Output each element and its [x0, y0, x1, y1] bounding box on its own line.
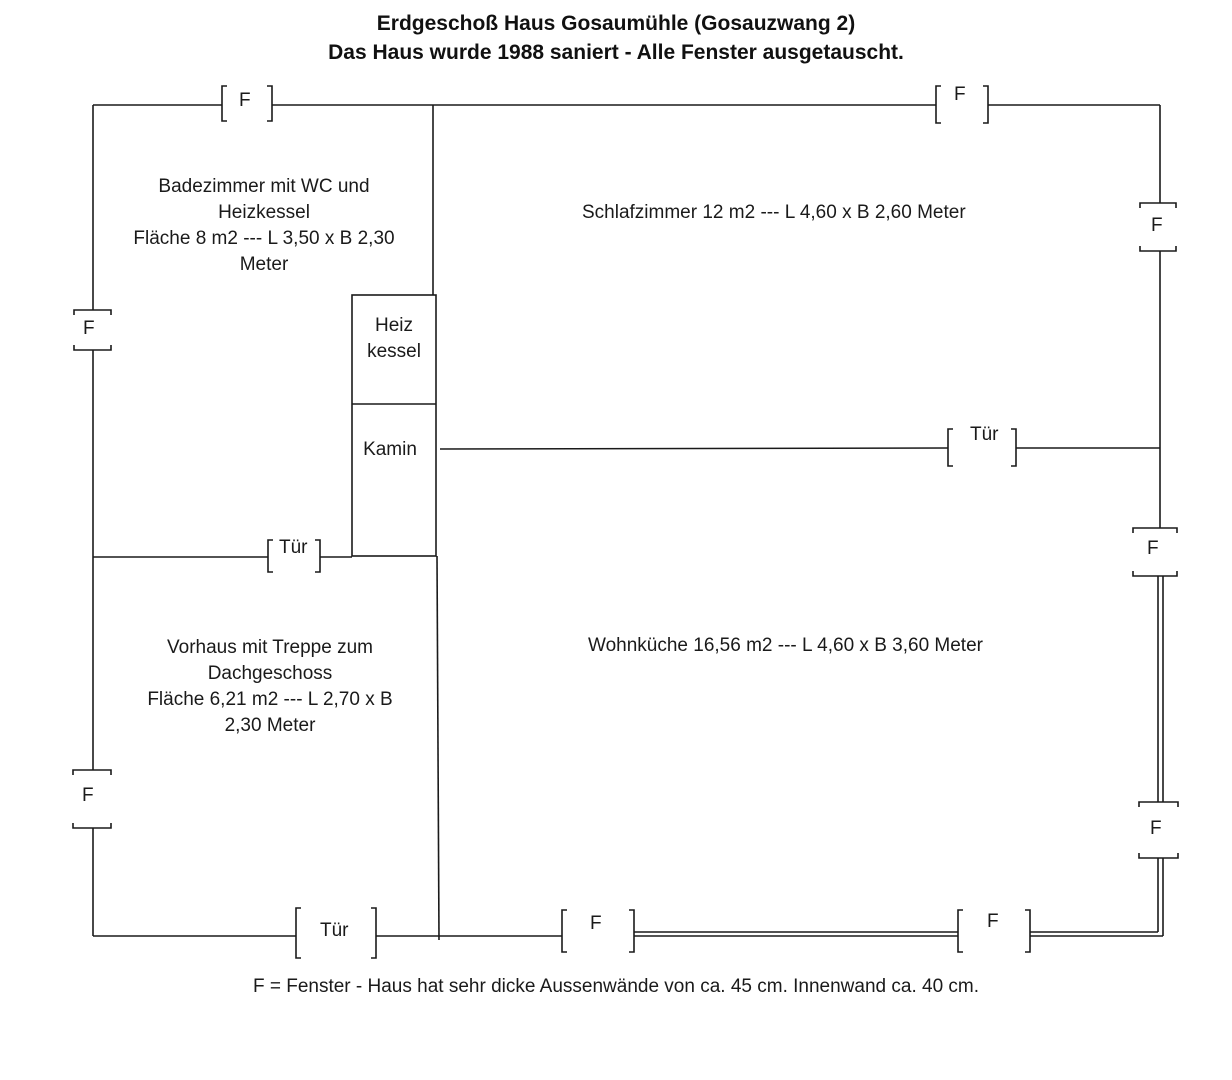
bathroom-name-line2: Heizkessel — [218, 202, 310, 223]
hall-name-line2: Dachgeschoss — [207, 663, 333, 684]
bathroom-name-line1: Badezimmer mit WC und — [158, 176, 370, 197]
bathroom-area: Fläche 8 m2 --- L 3,50 x B 2,30 — [133, 228, 395, 249]
door-label: Tür — [279, 537, 308, 558]
window-label: F — [1147, 538, 1159, 559]
plan-subtitle: Das Haus wurde 1988 saniert - Alle Fenster ausgetauscht. — [328, 41, 904, 64]
door-label: Tür — [320, 920, 349, 941]
window-label: F — [82, 785, 94, 806]
door-label: Tür — [970, 424, 999, 445]
room-label-hall — [130, 635, 410, 739]
boiler-label-line1: Heiz — [374, 315, 413, 336]
plan-title: Erdgeschoß Haus Gosaumühle (Gosauzwang 2) — [376, 12, 856, 35]
window-label: F — [1150, 818, 1162, 839]
chimney-label: Kamin — [363, 439, 417, 460]
hall-name-line1: Vorhaus mit Treppe zum — [167, 637, 373, 658]
hall-area: Fläche 6,21 m2 --- L 2,70 x B — [147, 689, 393, 710]
room-label-kitchen: Wohnküche 16,56 m2 --- L 4,60 x B 3,60 Meter — [588, 635, 983, 656]
window-label: F — [239, 90, 251, 111]
window-label: F — [590, 913, 602, 934]
bathroom-area-unit: Meter — [239, 254, 289, 275]
room-label-bedroom: Schlafzimmer 12 m2 --- L 4,60 x B 2,60 Meter — [582, 202, 966, 223]
room-label-bathroom — [124, 174, 404, 278]
window-label: F — [83, 318, 95, 339]
plan-legend: F = Fenster - Haus hat sehr dicke Aussenwände von ca. 45 cm. Innenwand ca. 40 cm. — [252, 976, 980, 997]
window-label: F — [987, 911, 999, 932]
boiler-label — [352, 313, 436, 365]
window-label: F — [954, 84, 966, 105]
boiler-label-line2: kessel — [367, 341, 421, 362]
hall-area-unit: 2,30 Meter — [224, 715, 316, 736]
window-label: F — [1151, 215, 1163, 236]
